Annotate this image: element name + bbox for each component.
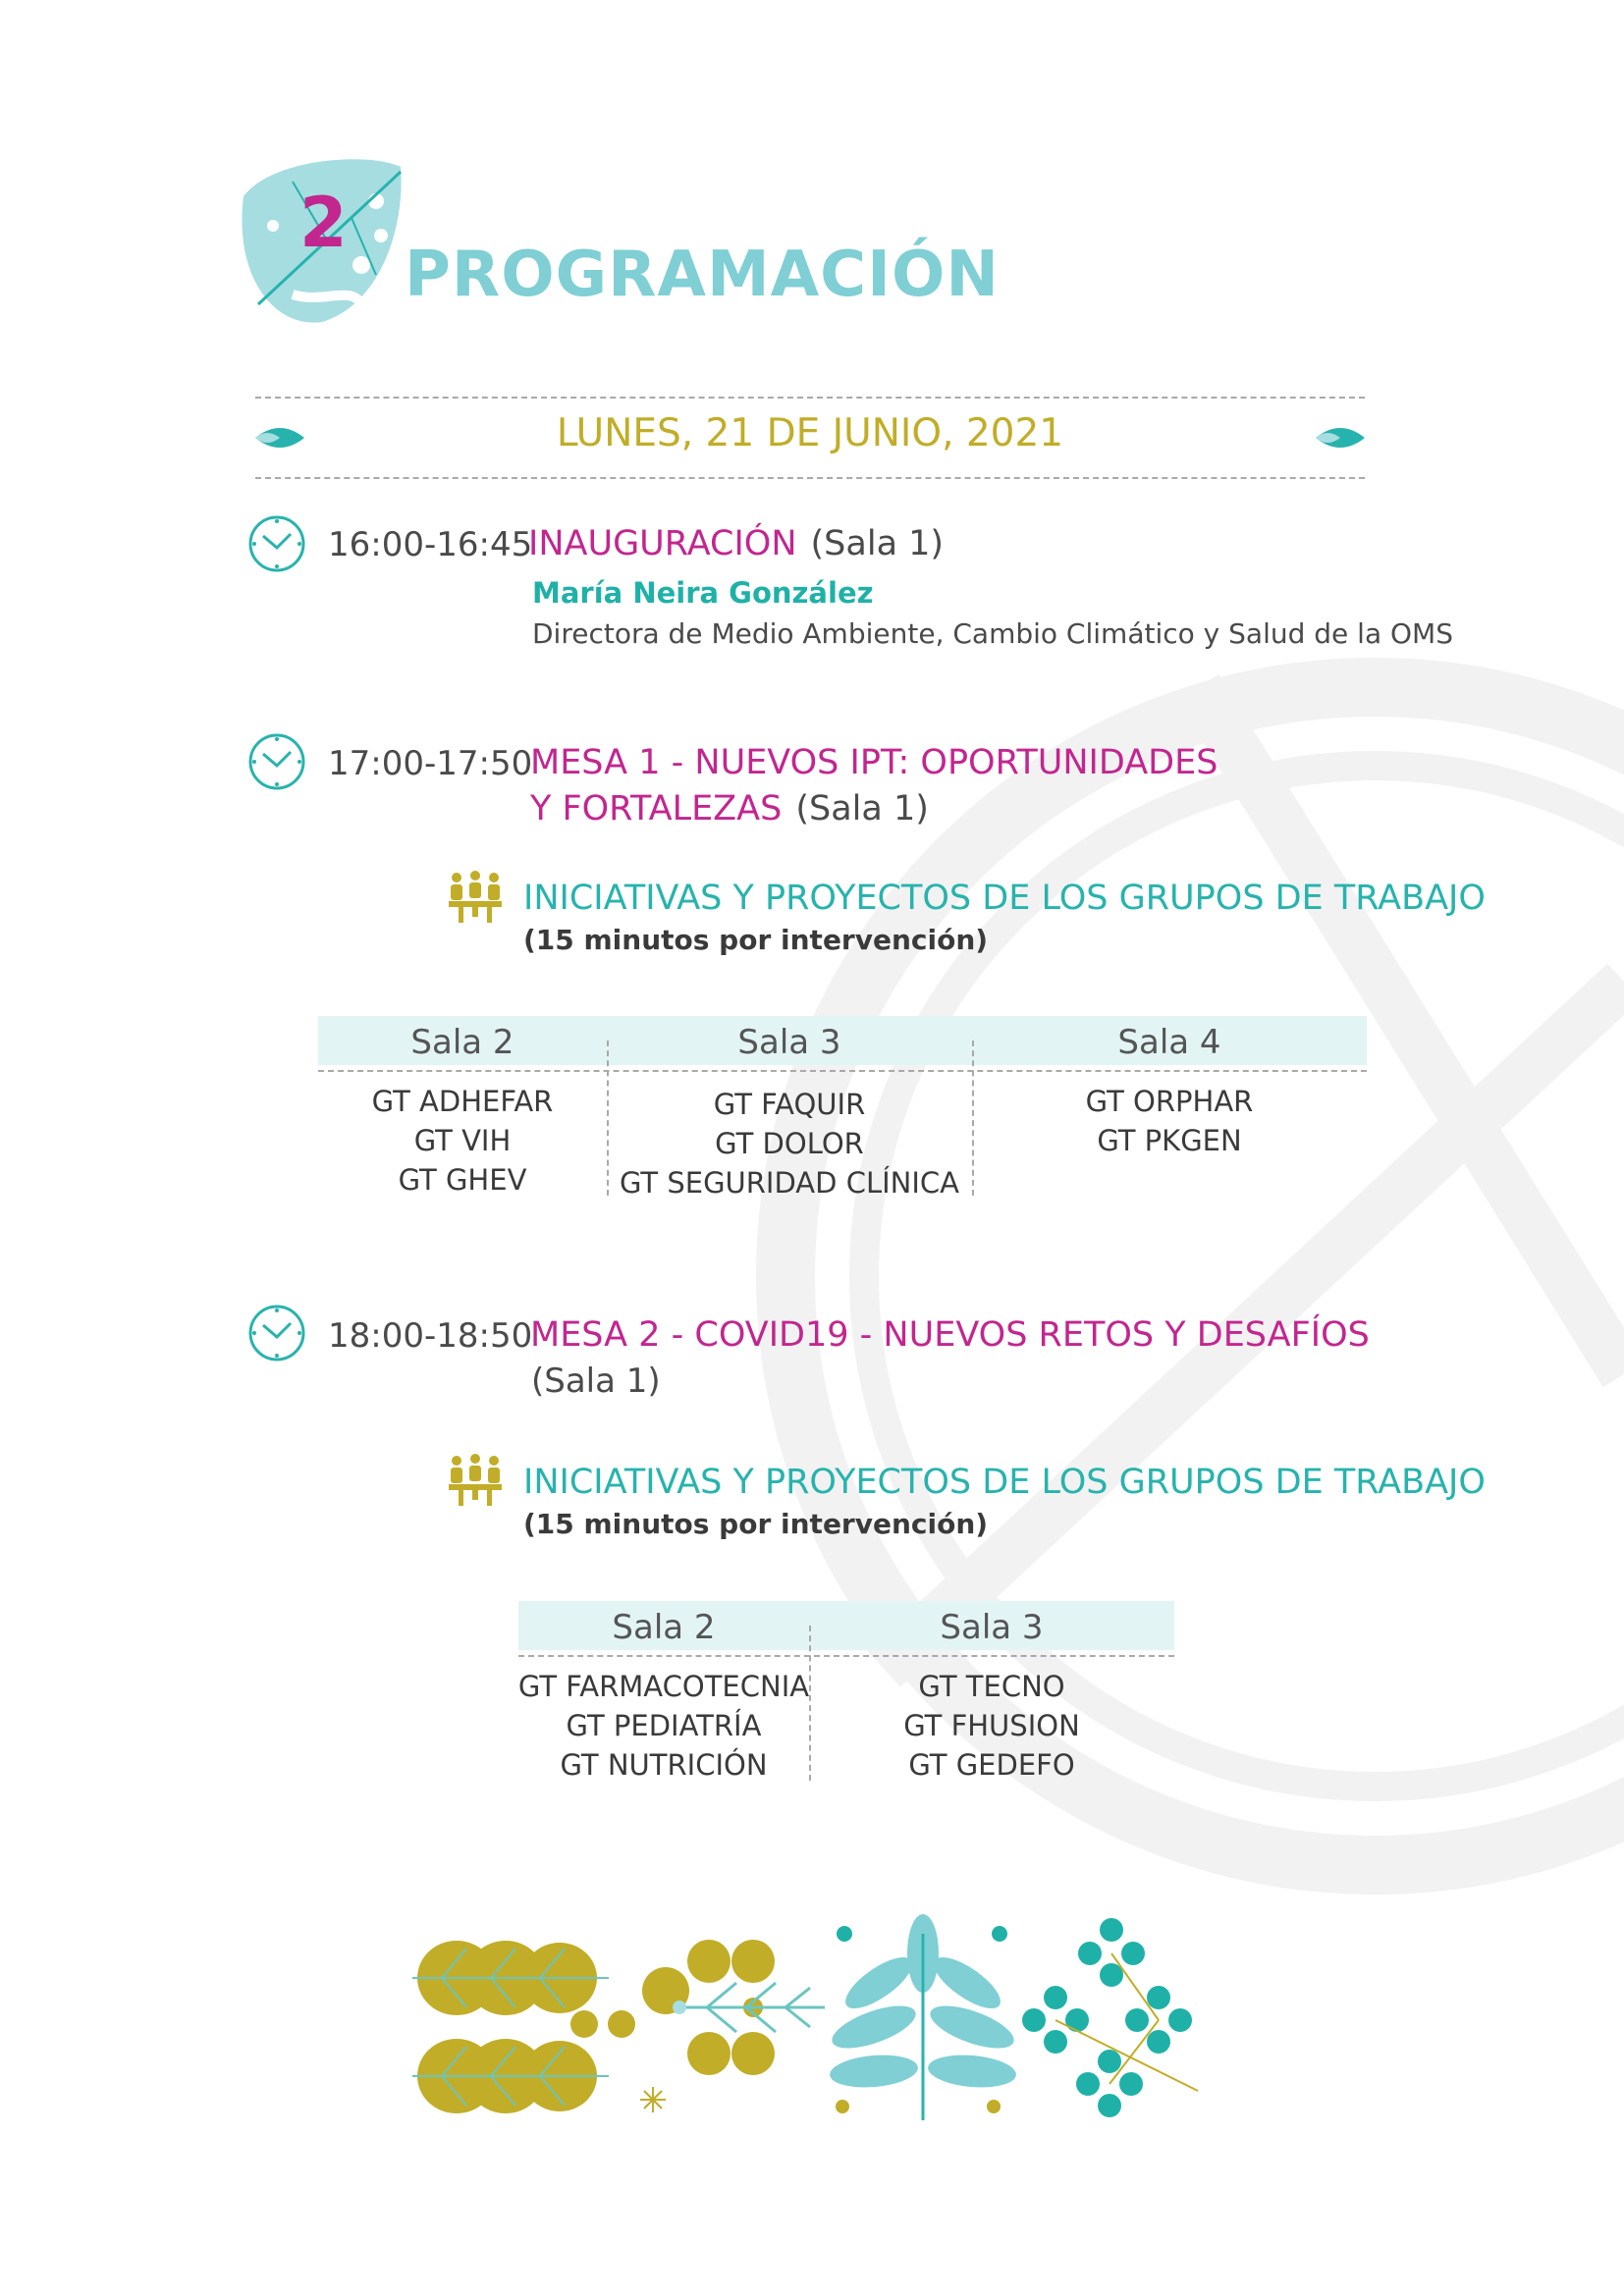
initiatives-title: INICIATIVAS Y PROYECTOS DE LOS GRUPOS DE TRABAJO [523, 1463, 1486, 1502]
group-item: GT PKGEN [1097, 1124, 1242, 1157]
section-number: 2 [299, 183, 348, 263]
session-title [530, 789, 929, 828]
eye-icon [1314, 424, 1367, 452]
session-title [528, 524, 945, 563]
group-item: GT GHEV [398, 1163, 527, 1197]
group-item: GT FHUSION [903, 1709, 1080, 1742]
initiatives-note: (15 minutos por intervención) [523, 924, 989, 956]
group-item: GT NUTRICIÓN [560, 1748, 768, 1782]
group-item: GT TECNO [918, 1670, 1065, 1703]
session-title-line2: Y FORTALEZAS [530, 789, 783, 828]
room-header: Sala 3 [940, 1608, 1044, 1647]
session-title-text: INAUGURACIÓN [528, 524, 797, 563]
divider [518, 1655, 1174, 1657]
date-title: LUNES, 21 DE JUNIO, 2021 [556, 411, 1064, 455]
room-groups [972, 1082, 1367, 1160]
session-title: MESA 2 - COVID19 - NUEVOS RETOS Y DESAFÍOS [530, 1315, 1370, 1355]
group-item: GT VIH [413, 1124, 512, 1157]
room-header: Sala 4 [1117, 1023, 1221, 1062]
room-groups [607, 1085, 972, 1202]
botanical-illustration [412, 1895, 1218, 2130]
room-header: Sala 3 [737, 1023, 841, 1062]
initiatives-title: INICIATIVAS Y PROYECTOS DE LOS GRUPOS DE TRABAJO [523, 879, 1486, 918]
room-groups [318, 1082, 607, 1200]
session-time: 17:00-17:50 [328, 744, 533, 783]
group-item: GT FAQUIR [713, 1088, 866, 1121]
session-time: 18:00-18:50 [328, 1316, 533, 1356]
session-title-line1: MESA 1 - NUEVOS IPT: OPORTUNIDADES [530, 743, 1218, 782]
page-title: PROGRAMACIÓN [405, 239, 1000, 311]
room-groups [809, 1667, 1174, 1785]
clock-icon [247, 1304, 306, 1362]
clock-icon [247, 514, 306, 573]
session-time: 16:00-16:45 [328, 525, 533, 564]
initiatives-note: (15 minutos por intervención) [523, 1508, 989, 1540]
room-header: Sala 2 [410, 1023, 514, 1062]
group-item: GT DOLOR [715, 1127, 864, 1160]
session-room: (Sala 1) [795, 789, 929, 828]
session-room: (Sala 1) [531, 1362, 661, 1401]
group-item: GT GEDEFO [908, 1748, 1075, 1782]
room-header: Sala 2 [612, 1608, 716, 1647]
session-room: (Sala 1) [810, 524, 945, 563]
group-item: GT FARMACOTECNIA [517, 1670, 810, 1703]
speaker-role: Directora de Medio Ambiente, Cambio Climático y Salud de la OMS [532, 617, 1453, 650]
group-item: GT ADHEFAR [371, 1085, 554, 1118]
meeting-group-icon [447, 1453, 504, 1508]
group-item: GT ORPHAR [1085, 1085, 1254, 1118]
divider [255, 397, 1365, 399]
group-item: GT PEDIATRÍA [566, 1709, 762, 1742]
speaker-name: María Neira González [532, 576, 874, 610]
room-groups [509, 1667, 819, 1785]
meeting-group-icon [447, 870, 504, 925]
divider [318, 1070, 1367, 1072]
divider [255, 477, 1365, 479]
clock-icon [247, 732, 306, 791]
group-item: GT SEGURIDAD CLÍNICA [619, 1166, 959, 1200]
